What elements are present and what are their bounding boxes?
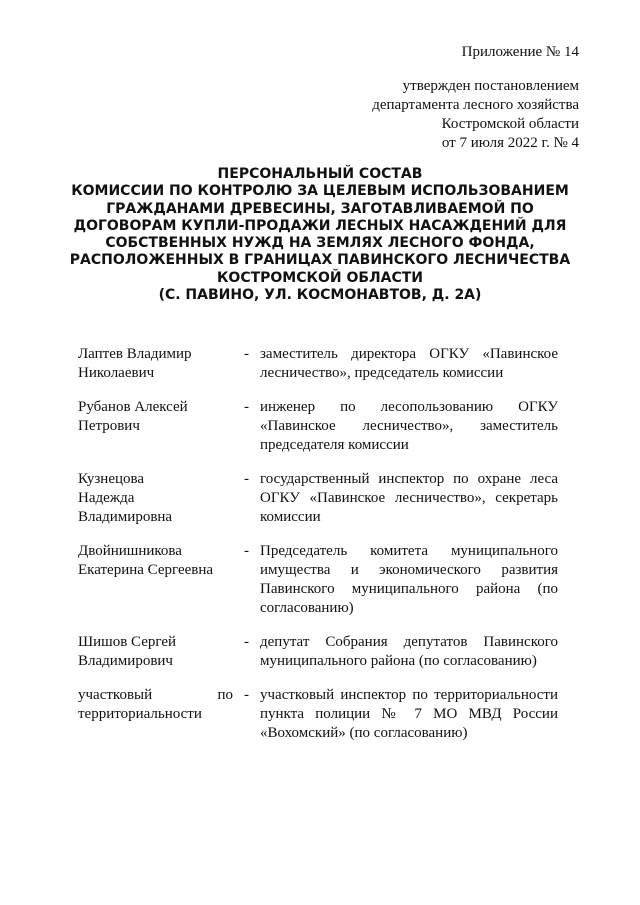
title-line: КОМИССИИ ПО КОНТРОЛЮ ЗА ЦЕЛЕВЫМ ИСПОЛЬЗОВАНИЕМ: [71, 183, 569, 200]
member-dash: -: [244, 346, 249, 362]
member-name: Кузнецова Надежда Владимировна: [78, 471, 173, 525]
member-name: участковый по территориальности: [78, 687, 233, 722]
member-row: [78, 398, 558, 455]
title-line: СОБСТВЕННЫХ НУЖД НА ЗЕМЛЯХ ЛЕСНОГО ФОНДА,: [105, 235, 535, 252]
member-row: [78, 633, 558, 671]
appendix-number: Приложение № 14: [461, 44, 579, 60]
title-line: ДОГОВОРАМ КУПЛИ-ПРОДАЖИ ЛЕСНЫХ НАСАЖДЕНИЙ ДЛЯ: [73, 217, 567, 234]
member-name: Лаптев Владимир Николаевич: [78, 346, 192, 381]
member-dash: -: [244, 399, 249, 415]
member-row: [78, 345, 558, 383]
approval-line: департамента лесного хозяйства: [372, 97, 579, 113]
member-list: [78, 345, 558, 758]
member-row: [78, 542, 558, 618]
member-dash: -: [244, 634, 249, 650]
member-dash: -: [244, 543, 249, 559]
approval-line: от 7 июля 2022 г. № 4: [441, 135, 579, 151]
member-name: Двойнишникова Екатерина Сергеевна: [78, 543, 214, 578]
title-line: (С. ПАВИНО, УЛ. КОСМОНАВТОВ, Д. 2А): [158, 287, 482, 304]
title-line: РАСПОЛОЖЕННЫХ В ГРАНИЦАХ ПАВИНСКОГО ЛЕСНИЧЕСТВА: [69, 252, 571, 269]
member-dash: -: [244, 471, 249, 487]
member-role: инженер по лесопользованию ОГКУ «Павинское лесничество», заместитель председателя комиссии: [260, 399, 558, 453]
approval-line: Костромской области: [441, 116, 579, 132]
member-role: государственный инспектор по охране леса ОГКУ «Павинское лесничество», секретарь комиссии: [260, 471, 558, 525]
member-role: депутат Собрания депутатов Павинского муниципального района (по согласованию): [260, 634, 558, 669]
member-role: заместитель директора ОГКУ «Павинское лесничество», председатель комиссии: [260, 346, 558, 381]
approval-block: [372, 77, 579, 153]
document-title: [60, 166, 580, 304]
member-name: Шишов Сергей Владимирович: [78, 634, 177, 669]
member-role: Председатель комитета муниципального имущества и экономического развития Павинского муниципального района (по согласованию): [260, 543, 558, 616]
title-line: ПЕРСОНАЛЬНЫЙ СОСТАВ: [217, 166, 423, 182]
member-dash: -: [244, 687, 249, 703]
member-role: участковый инспектор по территориальности пункта полиции № 7 МО МВД России «Вохомский» (по согласованию): [260, 687, 558, 741]
member-row: [78, 470, 558, 527]
title-line: КОСТРОМСКОЙ ОБЛАСТИ: [216, 269, 424, 286]
approval-line: утвержден постановлением: [402, 78, 579, 94]
title-line: ГРАЖДАНАМИ ДРЕВЕСИНЫ, ЗАГОТАВЛИВАЕМОЙ ПО: [106, 200, 534, 217]
member-name: Рубанов Алексей Петрович: [78, 399, 188, 434]
member-row: [78, 686, 558, 743]
